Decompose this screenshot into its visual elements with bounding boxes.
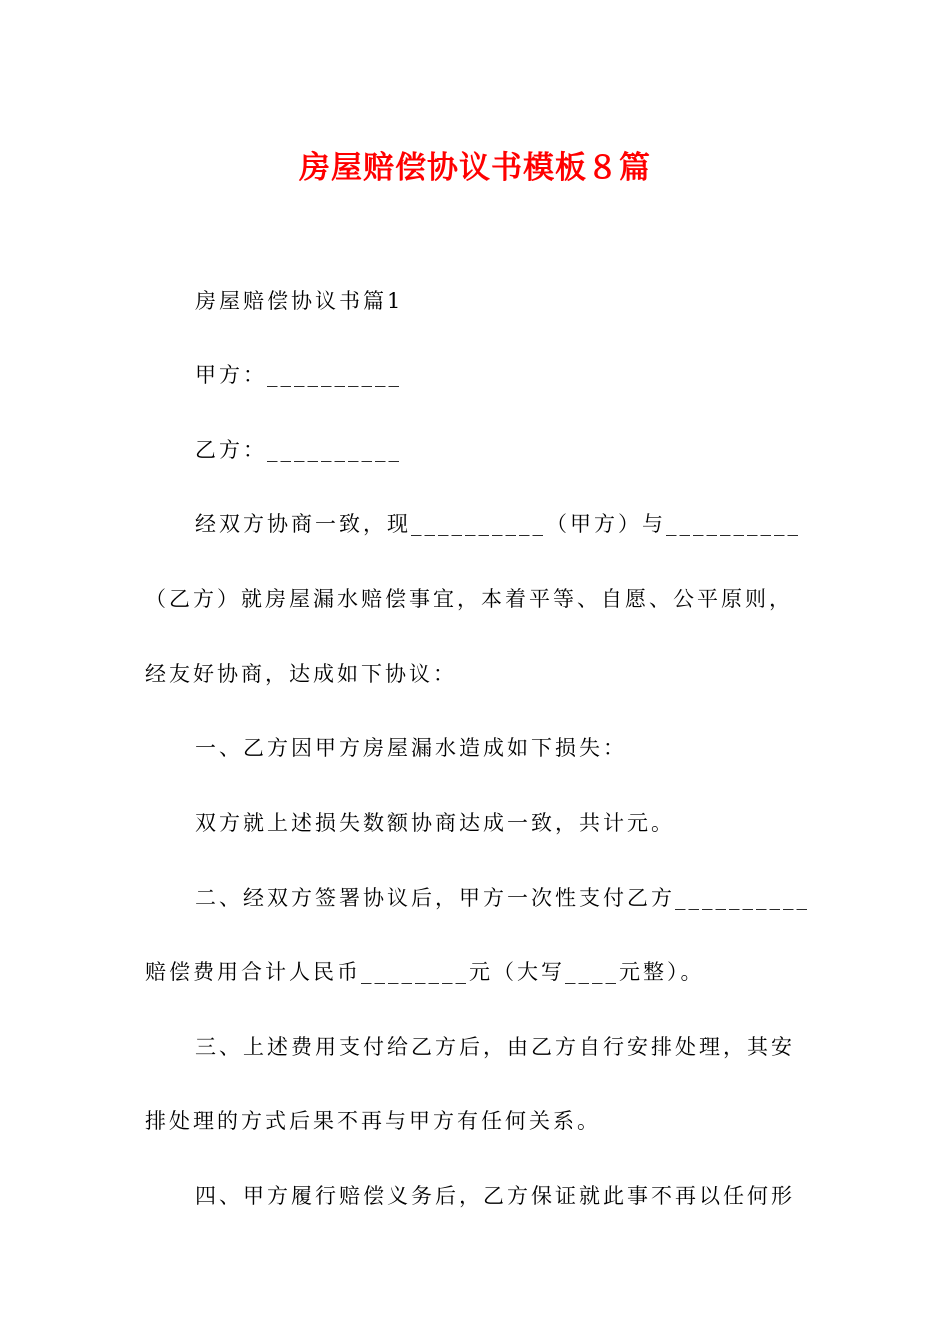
document-title: 房屋赔偿协议书模板８篇 xyxy=(299,150,651,186)
paragraph-line: 经双方协商一致，现__________（甲方）与__________ xyxy=(195,512,801,536)
clause-line: 四、甲方履行赔偿义务后，乙方保证就此事不再以任何形 xyxy=(195,1184,795,1208)
clause-line: 二、经双方签署协议后，甲方一次性支付乙方__________ xyxy=(195,886,810,910)
paragraph-line: 赔偿费用合计人民币________元（大写____元整）。 xyxy=(145,960,705,984)
clause-line: 一、乙方因甲方房屋漏水造成如下损失： xyxy=(195,736,627,760)
clause-line: 三、上述费用支付给乙方后，由乙方自行安排处理，其安 xyxy=(195,1035,795,1059)
paragraph-line: 经友好协商，达成如下协议： xyxy=(145,662,457,686)
party-b-line: 乙方：__________ xyxy=(195,438,402,462)
section-heading: 房屋赔偿协议书篇1 xyxy=(195,289,404,313)
paragraph-line: （乙方）就房屋漏水赔偿事宜，本着平等、自愿、公平原则， xyxy=(145,587,793,611)
paragraph-line: 排处理的方式后果不再与甲方有任何关系。 xyxy=(145,1109,601,1133)
party-a-line: 甲方：__________ xyxy=(195,363,402,387)
paragraph-line: 双方就上述损失数额协商达成一致，共计元。 xyxy=(195,811,675,835)
